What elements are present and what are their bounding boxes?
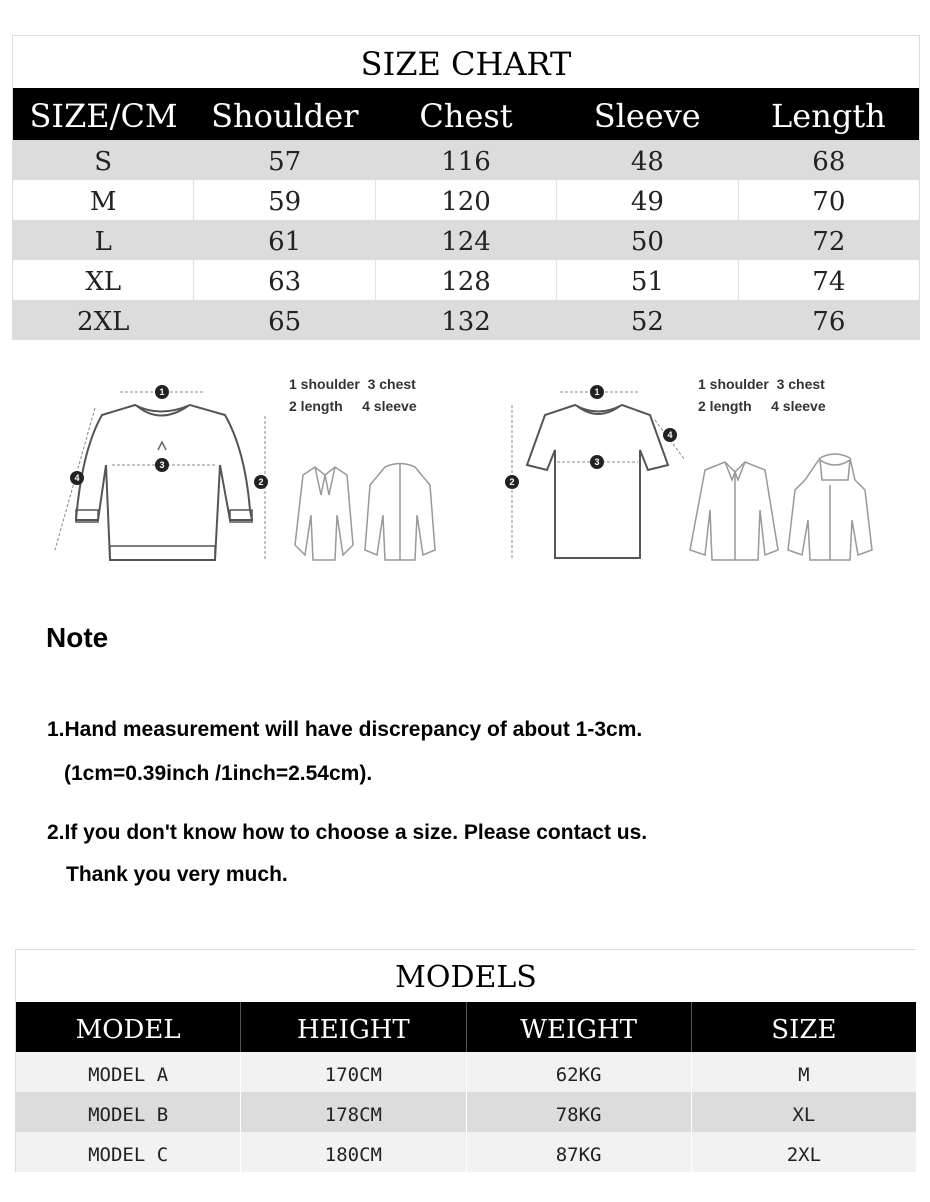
header-length: Length xyxy=(771,97,886,135)
table-cell: 116 xyxy=(375,140,556,180)
table-cell: XL xyxy=(85,267,122,297)
table-row xyxy=(13,300,919,340)
table-row xyxy=(13,220,919,260)
table-row xyxy=(13,140,919,180)
header-size: SIZE xyxy=(691,1002,916,1052)
table-cell: 76 xyxy=(738,300,919,340)
svg-text:1: 1 xyxy=(594,387,600,397)
table-cell: M xyxy=(691,1052,916,1092)
table-cell: 68 xyxy=(738,140,919,180)
sweatshirt-measurement-diagram xyxy=(40,370,290,570)
svg-text:4: 4 xyxy=(667,430,673,440)
note-line-3: 2.If you don't know how to choose a size. Please contact us. xyxy=(47,821,648,844)
table-cell: 70 xyxy=(738,180,919,220)
header-size: SIZE/CM xyxy=(29,97,178,135)
legend-shoulder: 1 shoulder xyxy=(289,376,360,392)
table-cell: 65 xyxy=(193,300,374,340)
table-row xyxy=(16,1052,916,1092)
table-cell: 63 xyxy=(193,260,374,300)
svg-text:4: 4 xyxy=(74,473,80,483)
table-cell: M xyxy=(89,187,117,217)
header-model: MODEL xyxy=(75,1015,181,1045)
header-weight: WEIGHT xyxy=(466,1002,691,1052)
table-cell: 87KG xyxy=(466,1132,691,1172)
legend-sleeve: 4 sleeve xyxy=(771,398,826,414)
size-chart-title: SIZE CHART xyxy=(13,36,919,88)
svg-text:2: 2 xyxy=(258,477,264,487)
table-row xyxy=(16,1132,916,1172)
legend-length: 2 length xyxy=(289,398,343,414)
table-cell: 180CM xyxy=(240,1132,465,1172)
svg-text:1: 1 xyxy=(159,387,165,397)
table-cell: 170CM xyxy=(240,1052,465,1092)
note-title: Note xyxy=(46,622,109,653)
table-cell: 59 xyxy=(193,180,374,220)
table-row xyxy=(16,1092,916,1132)
table-cell: 61 xyxy=(193,220,374,260)
legend-chest: 3 chest xyxy=(367,376,416,392)
models-table xyxy=(15,949,916,1172)
note-line-1: 1.Hand measurement will have discrepancy of about 1-3cm. xyxy=(47,718,643,741)
note-line-2: (1cm=0.39inch /1inch=2.54cm). xyxy=(64,762,373,785)
header-shoulder: Shoulder xyxy=(211,97,359,135)
table-cell: MODEL B xyxy=(88,1104,169,1126)
header-sleeve: Sleeve xyxy=(593,97,701,135)
jacket-icons xyxy=(285,455,445,565)
table-cell: 2XL xyxy=(77,307,130,337)
table-cell: S xyxy=(94,147,113,177)
table-cell: 124 xyxy=(375,220,556,260)
table-cell: 74 xyxy=(738,260,919,300)
table-cell: 48 xyxy=(556,140,737,180)
svg-text:2: 2 xyxy=(509,477,515,487)
table-cell: 120 xyxy=(375,180,556,220)
models-title: MODELS xyxy=(395,960,537,995)
table-cell: MODEL C xyxy=(88,1144,169,1166)
table-cell: L xyxy=(94,227,112,257)
table-row xyxy=(13,260,919,300)
svg-text:3: 3 xyxy=(159,460,165,470)
right-legend xyxy=(698,373,826,417)
table-cell: 62KG xyxy=(466,1052,691,1092)
table-cell: 178CM xyxy=(240,1092,465,1132)
size-chart-table xyxy=(12,35,920,340)
header-height: HEIGHT xyxy=(240,1002,465,1052)
table-cell: 2XL xyxy=(691,1132,916,1172)
svg-text:3: 3 xyxy=(594,457,600,467)
size-chart-header-row xyxy=(13,88,919,140)
legend-chest: 3 chest xyxy=(776,376,825,392)
legend-length: 2 length xyxy=(698,398,752,414)
header-chest: Chest xyxy=(419,97,513,135)
table-cell: 51 xyxy=(556,260,737,300)
tshirt-measurement-diagram xyxy=(500,370,700,570)
table-cell: 132 xyxy=(375,300,556,340)
table-cell: 128 xyxy=(375,260,556,300)
table-cell: XL xyxy=(691,1092,916,1132)
table-cell: 78KG xyxy=(466,1092,691,1132)
table-cell: 72 xyxy=(738,220,919,260)
models-header-row xyxy=(16,1002,916,1052)
note-line-4: Thank you very much. xyxy=(66,863,288,886)
table-cell: MODEL A xyxy=(88,1064,169,1086)
legend-sleeve: 4 sleeve xyxy=(362,398,417,414)
left-legend xyxy=(289,373,417,417)
table-cell: 52 xyxy=(556,300,737,340)
table-row xyxy=(13,180,919,220)
legend-shoulder: 1 shoulder xyxy=(698,376,769,392)
table-cell: 50 xyxy=(556,220,737,260)
shirt-hoodie-icons xyxy=(680,450,880,565)
table-cell: 57 xyxy=(193,140,374,180)
table-cell: 49 xyxy=(556,180,737,220)
